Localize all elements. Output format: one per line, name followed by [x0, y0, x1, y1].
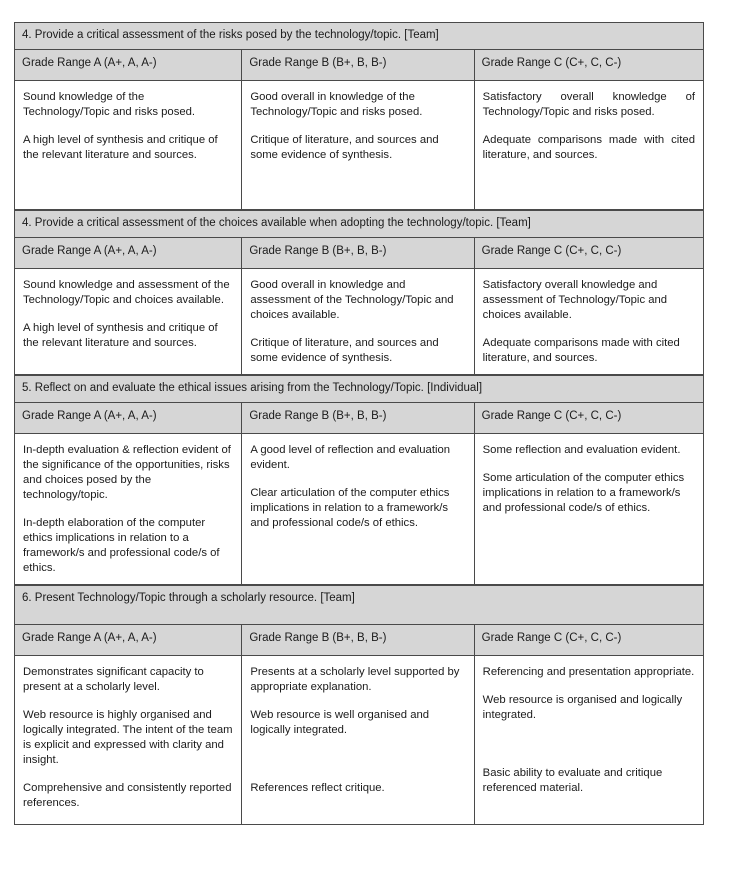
grade-header-row — [15, 238, 704, 269]
grade-header-row — [15, 403, 704, 434]
criterion-row — [15, 211, 704, 238]
descriptor-row — [15, 269, 704, 375]
criterion-cell — [15, 586, 704, 625]
descriptor-b-text — [242, 434, 473, 539]
descriptor-c-text — [475, 269, 703, 374]
descriptor-cell-c — [474, 81, 703, 210]
criterion-cell — [15, 23, 704, 50]
rubric-table-choices — [14, 210, 704, 375]
descriptor-c-text — [475, 81, 703, 171]
descriptor-c-text — [475, 434, 703, 524]
descriptor-a-text — [15, 269, 241, 359]
grade-header-c-label: Grade Range C (C+, C, C-) — [481, 245, 622, 257]
descriptor-cell-b — [242, 656, 474, 825]
criterion-text: 4. Provide a critical assessment of the risks posed by the technology/topic. [Team] — [22, 29, 439, 41]
criterion-text: 6. Present Technology/Topic through a scholarly resource. [Team] — [22, 592, 355, 605]
grade-header-a — [15, 625, 242, 656]
grade-header-b-label: Grade Range B (B+, B, B-) — [249, 57, 387, 69]
criterion-text: 5. Reflect on and evaluate the ethical issues arising from the Technology/Topic. [Individual] — [22, 382, 483, 395]
descriptor-b-text — [242, 656, 473, 804]
descriptor-paragraph: A good level of reflection and evaluation evident. — [250, 444, 451, 472]
grade-header-a-label: Grade Range A (A+, A, A-) — [22, 245, 157, 257]
descriptor-row — [15, 656, 704, 825]
descriptor-paragraph: A high level of synthesis and critique of the relevant literature and sources. — [23, 322, 218, 350]
descriptor-paragraph: In-depth elaboration of the computer ethics implications in relation to a framework/s and professional code/s of ethics. — [23, 517, 220, 575]
descriptor-paragraph: Critique of literature, and sources and some evidence of synthesis. — [250, 337, 439, 365]
descriptor-a-text — [15, 81, 241, 171]
grade-header-b — [242, 403, 474, 434]
grade-header-row — [15, 625, 704, 656]
descriptor-c-text — [475, 656, 703, 804]
descriptor-a-text — [15, 656, 241, 819]
descriptor-a-text — [15, 434, 241, 584]
grade-header-a — [15, 50, 242, 81]
criterion-text: 4. Provide a critical assessment of the choices available when adopting the technology/topic. [Team] — [22, 217, 531, 229]
descriptor-paragraph: Web resource is organised and logically integrated. — [482, 694, 683, 722]
grade-header-a-label: Grade Range A (A+, A, A-) — [22, 410, 157, 423]
criterion-row — [15, 376, 704, 403]
descriptor-cell-c — [474, 656, 703, 825]
criterion-cell — [15, 376, 704, 403]
grade-header-c-label: Grade Range C (C+, C, C-) — [481, 57, 622, 69]
descriptor-cell-c — [474, 434, 703, 585]
grade-header-a — [15, 238, 242, 269]
grade-header-c — [474, 238, 703, 269]
rubric-table-risks — [14, 22, 704, 210]
descriptor-paragraph: In-depth evaluation & reflection evident of the significance of the opportunities, risks and choices posed by the technology/topic. — [23, 444, 231, 502]
grade-header-a-label: Grade Range A (A+, A, A-) — [22, 57, 157, 69]
descriptor-paragraph: Some articulation of the computer ethics implications in relation to a framework/s and professional code/s of ethics. — [482, 472, 685, 515]
descriptor-paragraph: Some reflection and evaluation evident. — [482, 444, 681, 457]
criterion-row — [15, 586, 704, 625]
descriptor-cell-b — [242, 434, 474, 585]
descriptor-row — [15, 434, 704, 585]
descriptor-paragraph: Adequate comparisons made with cited literature, and sources. — [482, 337, 680, 365]
descriptor-paragraph: Demonstrates significant capacity to present at a scholarly level. — [23, 666, 204, 694]
descriptor-cell-b — [242, 269, 474, 375]
grade-header-a-label: Grade Range A (A+, A, A-) — [22, 632, 157, 645]
descriptor-b-text — [242, 81, 473, 171]
descriptor-paragraph: Adequate comparisons made with cited literature, and sources. — [482, 134, 695, 162]
descriptor-paragraph: Referencing and presentation appropriate. — [482, 666, 695, 679]
descriptor-paragraph: Sound knowledge of the Technology/Topic and risks posed. — [23, 91, 196, 119]
descriptor-paragraph: Web resource is well organised and logically integrated. — [250, 709, 430, 737]
descriptor-paragraph: Basic ability to evaluate and critique referenced material. — [482, 767, 663, 795]
descriptor-cell-a — [15, 269, 242, 375]
grade-header-b-label: Grade Range B (B+, B, B-) — [249, 632, 387, 645]
descriptor-paragraph: Satisfactory overall knowledge of Technology/Topic and risks posed. — [482, 91, 695, 119]
grade-header-b — [242, 625, 474, 656]
descriptor-b-text — [242, 269, 473, 374]
grade-header-c-label: Grade Range C (C+, C, C-) — [481, 632, 622, 645]
criterion-cell — [15, 211, 704, 238]
grade-header-c — [474, 50, 703, 81]
descriptor-cell-a — [15, 434, 242, 585]
descriptor-paragraph: Sound knowledge and assessment of the Technology/Topic and choices available. — [23, 279, 230, 307]
descriptor-paragraph: Good overall in knowledge of the Technology/Topic and risks posed. — [250, 91, 423, 119]
rubric-table-scholarly-resource — [14, 585, 704, 825]
grade-header-c — [474, 403, 703, 434]
descriptor-row — [15, 81, 704, 210]
descriptor-paragraph: References reflect critique. — [250, 782, 385, 795]
grade-header-c-label: Grade Range C (C+, C, C-) — [481, 410, 622, 423]
criterion-row — [15, 23, 704, 50]
descriptor-cell-a — [15, 81, 242, 210]
descriptor-paragraph: Satisfactory overall knowledge and assessment of Technology/Topic and choices available. — [482, 279, 668, 322]
descriptor-cell-b — [242, 81, 474, 210]
descriptor-paragraph: Critique of literature, and sources and some evidence of synthesis. — [250, 134, 439, 162]
descriptor-paragraph: Comprehensive and consistently reported references. — [23, 782, 232, 810]
grade-header-a — [15, 403, 242, 434]
descriptor-paragraph: Clear articulation of the computer ethics implications in relation to a framework/s and professional code/s of ethics. — [250, 487, 450, 530]
descriptor-paragraph: Presents at a scholarly level supported by appropriate explanation. — [250, 666, 460, 694]
rubric-table-ethics — [14, 375, 704, 585]
descriptor-cell-a — [15, 656, 242, 825]
grade-header-b-label: Grade Range B (B+, B, B-) — [249, 410, 387, 423]
descriptor-paragraph: A high level of synthesis and critique of the relevant literature and sources. — [23, 134, 218, 162]
grade-header-c — [474, 625, 703, 656]
descriptor-paragraph: Good overall in knowledge and assessment of the Technology/Topic and choices available. — [250, 279, 454, 322]
grade-header-row — [15, 50, 704, 81]
descriptor-paragraph: Web resource is highly organised and logically integrated. The intent of the team is explicit and expressed with clarity and insight. — [23, 709, 233, 767]
grade-header-b — [242, 50, 474, 81]
grade-header-b — [242, 238, 474, 269]
descriptor-cell-c — [474, 269, 703, 375]
grade-header-b-label: Grade Range B (B+, B, B-) — [249, 245, 387, 257]
